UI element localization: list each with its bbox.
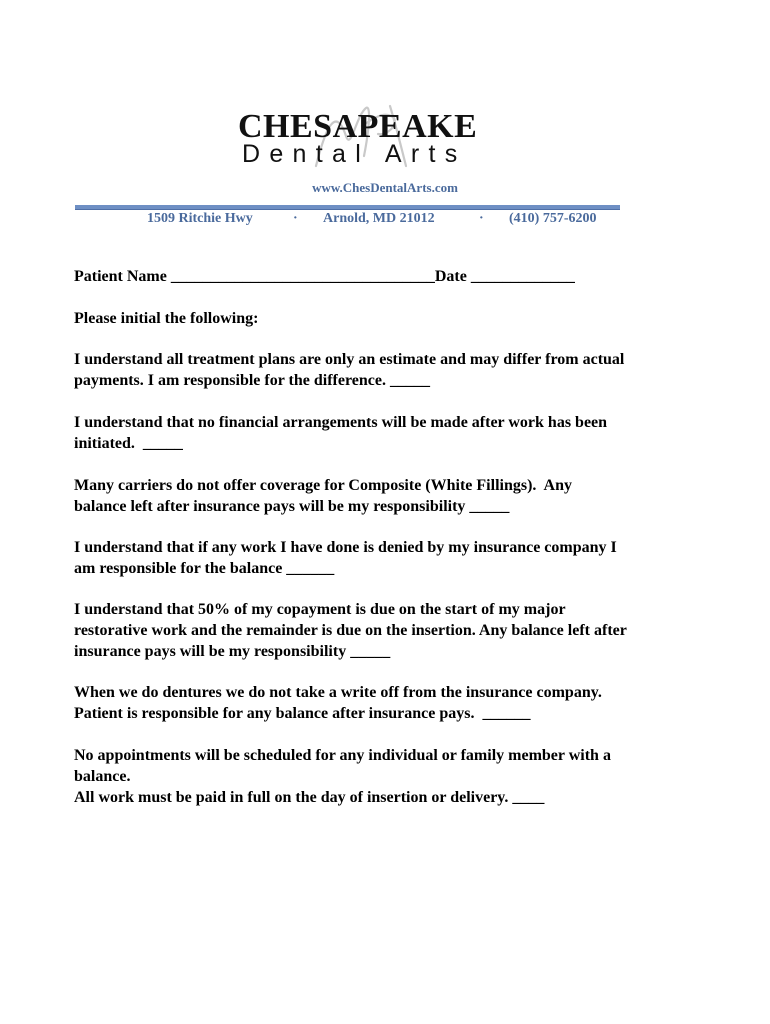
acknowledgement-item[interactable]: I understand that 50% of my copayment is due on the start of my major restorative work and the remainder is due on the insertion. Any balance left after insurance pays will be my responsibility _____ <box>74 601 627 660</box>
acknowledgement-item[interactable]: Many carriers do not offer coverage for Composite (White Fillings). Any balance left after insurance pays will be my responsibility _____ <box>74 477 572 515</box>
separator-dot: · <box>479 211 484 226</box>
address-city: Arnold, MD 21012 <box>323 211 435 226</box>
logo-subtitle: Dental Arts <box>242 140 467 168</box>
acknowledgement-item[interactable]: When we do dentures we do not take a write off from the insurance company. Patient is responsible for any balance after insurance pays. ______ <box>74 684 602 722</box>
website-link[interactable]: www.ChesDentalArts.com <box>312 180 458 195</box>
practice-logo <box>236 108 478 172</box>
phone-number: (410) 757-6200 <box>509 211 597 226</box>
address-street: 1509 Ritchie Hwy <box>147 211 253 226</box>
acknowledgement-item[interactable]: No appointments will be scheduled for any individual or family member with a balance. All work must be paid in full on the day of insertion or delivery. ____ <box>74 747 611 806</box>
logo-wordmark: CHESAPEAKE <box>238 108 478 145</box>
acknowledgement-item[interactable]: I understand that no financial arrangements will be made after work has been initiated. _____ <box>74 414 608 452</box>
patient-name-date-line[interactable]: Patient Name _________________________________Date _____________ <box>74 268 575 285</box>
acknowledgement-item[interactable]: I understand that if any work I have done is denied by my insurance company I am responsible for the balance ______ <box>74 539 617 577</box>
separator-dot: · <box>293 211 298 226</box>
acknowledgement-item[interactable]: I understand all treatment plans are only an estimate and may differ from actual payments. I am responsible for the difference. _____ <box>74 351 625 389</box>
instruction-text: Please initial the following: <box>74 310 259 327</box>
header-divider <box>75 205 620 210</box>
